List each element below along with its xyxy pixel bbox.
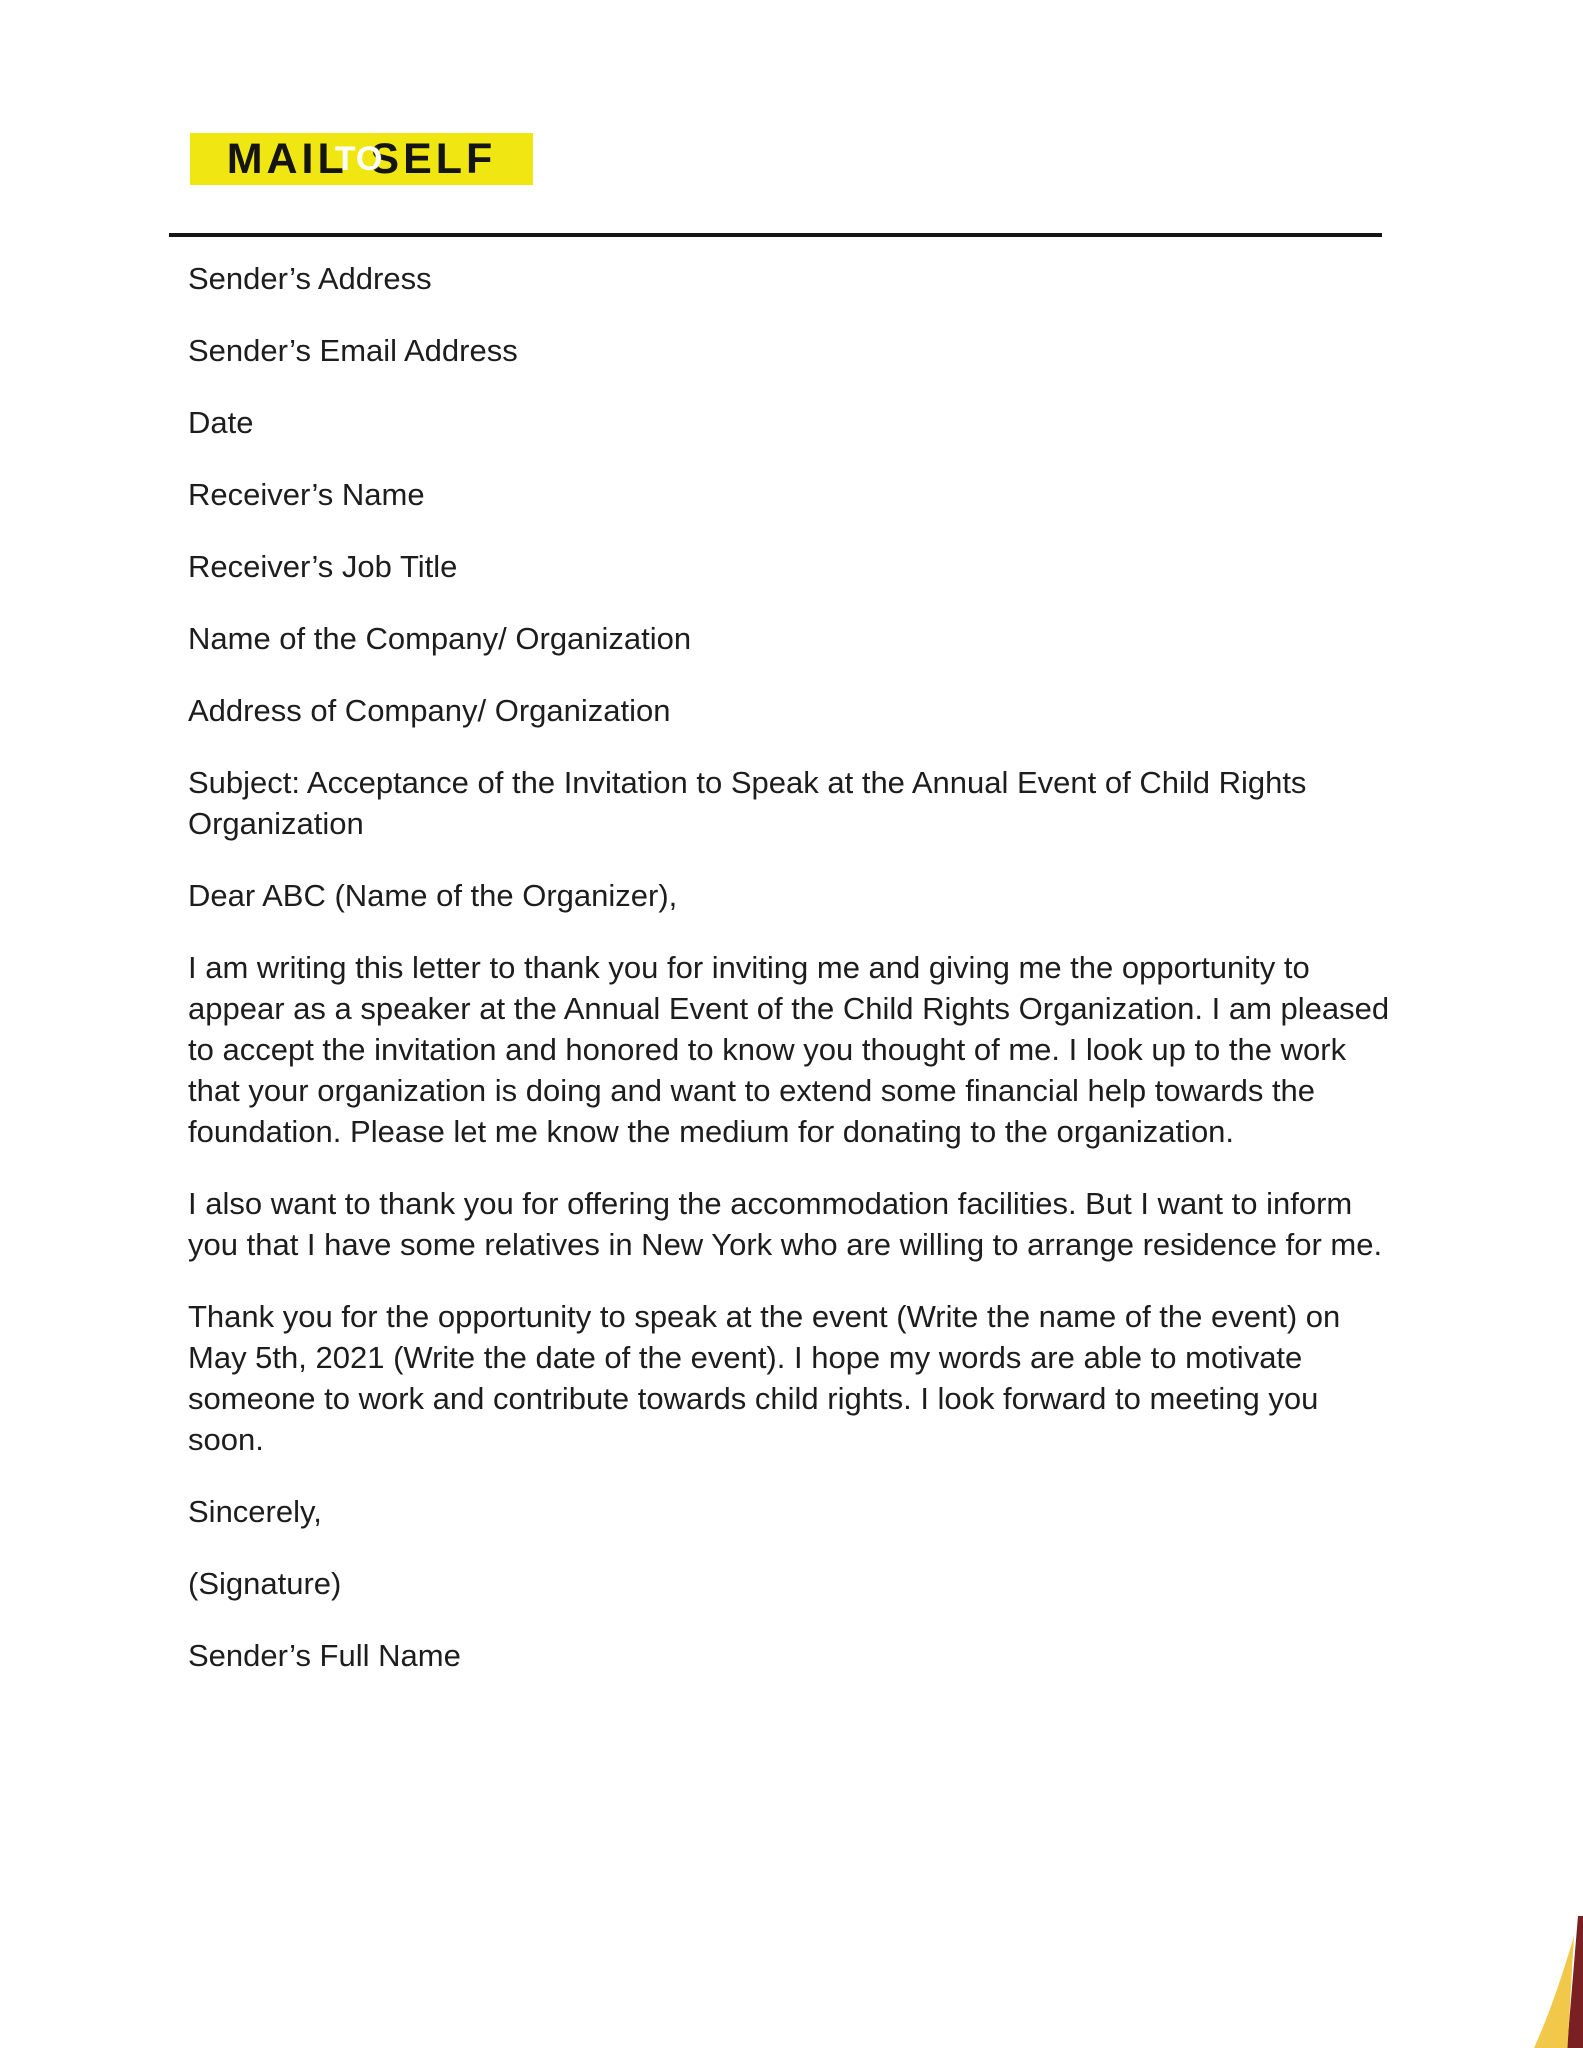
body-paragraph-3: Thank you for the opportunity to speak at the event (Write the name of the event) on May 5th, 2021 (Write the date of the event). I hope my words are able to motivate someone to work and contribute towards child rights. I look forward to meeting you soon. [188,1299,1341,1457]
receiver-name-line: Receiver’s Name [188,477,425,512]
sender-address-line: Sender’s Address [188,261,432,296]
sign-off-line: Sincerely, [188,1494,322,1529]
logo-word-self: SELF [370,135,497,183]
corner-ribbon-yellow-wedge [1534,1936,1574,2048]
logo-word-mail: MAIL [226,135,348,183]
logo-word-to: TO [334,140,384,178]
company-address-line: Address of Company/ Organization [188,693,671,728]
body-paragraph-2: I also want to thank you for offering the accommodation facilities. But I want to inform you that I have some relatives in New York who are willing to arrange residence for me. [188,1186,1383,1262]
header-divider [169,233,1382,237]
subject-line: Subject: Acceptance of the Invitation to Speak at the Annual Event of Child Rights Organization [188,765,1307,841]
date-line: Date [188,405,254,440]
mail-to-self-logo [190,133,533,185]
body-paragraph-1: I am writing this letter to thank you for inviting me and giving me the opportunity to appear as a speaker at the Annual Event of the Child Rights Organization. I am pleased to accept the invitation and honored to know you thought of me. I look up to the work that your organization is doing and want to extend some financial help towards the foundation. Please let me know the medium for donating to the organization. [188,950,1390,1149]
sender-email-line: Sender’s Email Address [188,333,518,368]
sender-full-name-line: Sender’s Full Name [188,1638,461,1673]
receiver-job-title-line: Receiver’s Job Title [188,549,458,584]
signature-placeholder-line: (Signature) [188,1566,342,1601]
corner-ribbon-decoration [1521,1916,1583,2048]
letter-body [188,258,1393,1707]
salutation-line: Dear ABC (Name of the Organizer), [188,878,678,913]
company-name-line: Name of the Company/ Organization [188,621,692,656]
